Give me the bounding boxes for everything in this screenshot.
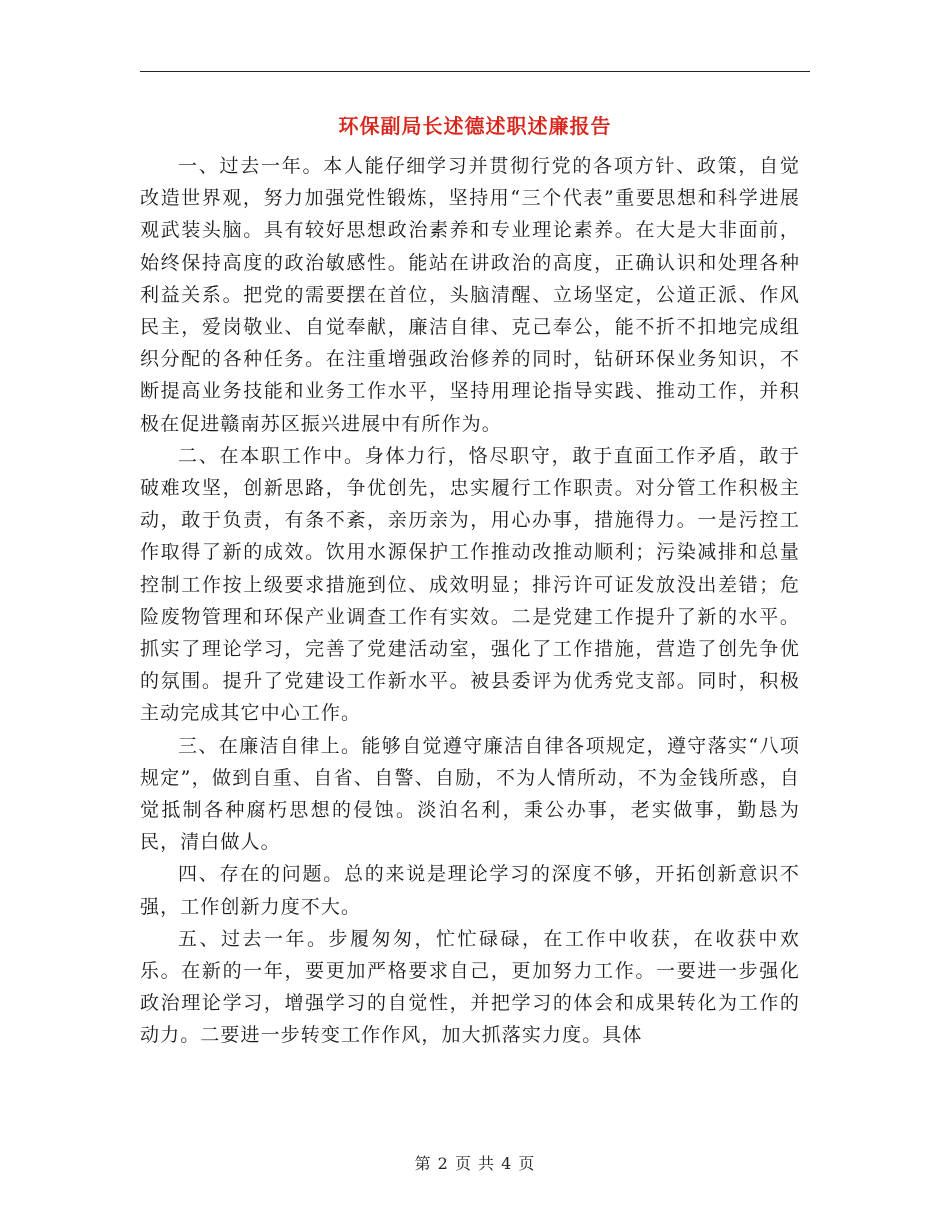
document-body (140, 150, 800, 1052)
header-rule (140, 71, 810, 72)
paragraph-3: 三、在廉洁自律上。能够自觉遵守廉洁自律各项规定，遵守落实“八项规定”，做到自重、自省、自警、自励，不为人情所动，不为金钱所惑，自觉抵制各种腐朽思想的侵蚀。淡泊名利，秉公办事，老实做事，勤恳为民，清白做人。 (140, 734, 800, 854)
document-title: 环保副局长述德述职述廉报告 (338, 114, 612, 138)
page-number-label: 第 2 页 共 4 页 (414, 1154, 536, 1173)
paragraph-2: 二、在本职工作中。身体力行，恪尽职守，敢于直面工作矛盾，敢于破难攻坚，创新思路，争优创先，忠实履行工作职责。对分管工作积极主动，敢于负责，有条不紊，亲历亲为，用心办事，措施得力。一是污控工作取得了新的成效。饮用水源保护工作推动改推动顺利；污染减排和总量控制工作按上级要求措施到位、成效明显；排污许可证发放没出差错；危险废物管理和环保产业调查工作有实效。二是党建工作提升了新的水平。抓实了理论学习，完善了党建活动室，强化了工作措施，营造了创先争优的氛围。提升了党建设工作新水平。被县委评为优秀党支部。同时，积极主动完成其它中心工作。 (140, 444, 800, 725)
paragraph-4: 四、存在的问题。总的来说是理论学习的深度不够，开拓创新意识不强，工作创新力度不大。 (140, 863, 800, 918)
page-footer (0, 1152, 950, 1176)
paragraph-1: 一、过去一年。本人能仔细学习并贯彻行党的各项方针、政策，自觉改造世界观，努力加强党性锻炼，坚持用“三个代表”重要思想和科学进展观武装头脑。具有较好思想政治素养和专业理论素养。在大是大非面前，始终保持高度的政治敏感性。能站在讲政治的高度，正确认识和处理各种利益关系。把党的需要摆在首位，头脑清醒、立场坚定，公道正派、作风民主，爱岗敬业、自觉奉献，廉洁自律、克己奉公，能不折不扣地完成组织分配的各种任务。在注重增强政治修养的同时，钻研环保业务知识，不断提高业务技能和业务工作水平，坚持用理论指导实践、推动工作，并积极在促进赣南苏区振兴进展中有所作为。 (140, 155, 800, 435)
paragraph-5: 五、过去一年。步履匆匆，忙忙碌碌，在工作中收获，在收获中欢乐。在新的一年，要更加严格要求自己，更加努力工作。一要进一步强化政治理论学习，增强学习的自觉性，并把学习的体会和成果转化为工作的动力。二要进一步转变工作作风，加大抓落实力度。具体 (140, 927, 800, 1047)
